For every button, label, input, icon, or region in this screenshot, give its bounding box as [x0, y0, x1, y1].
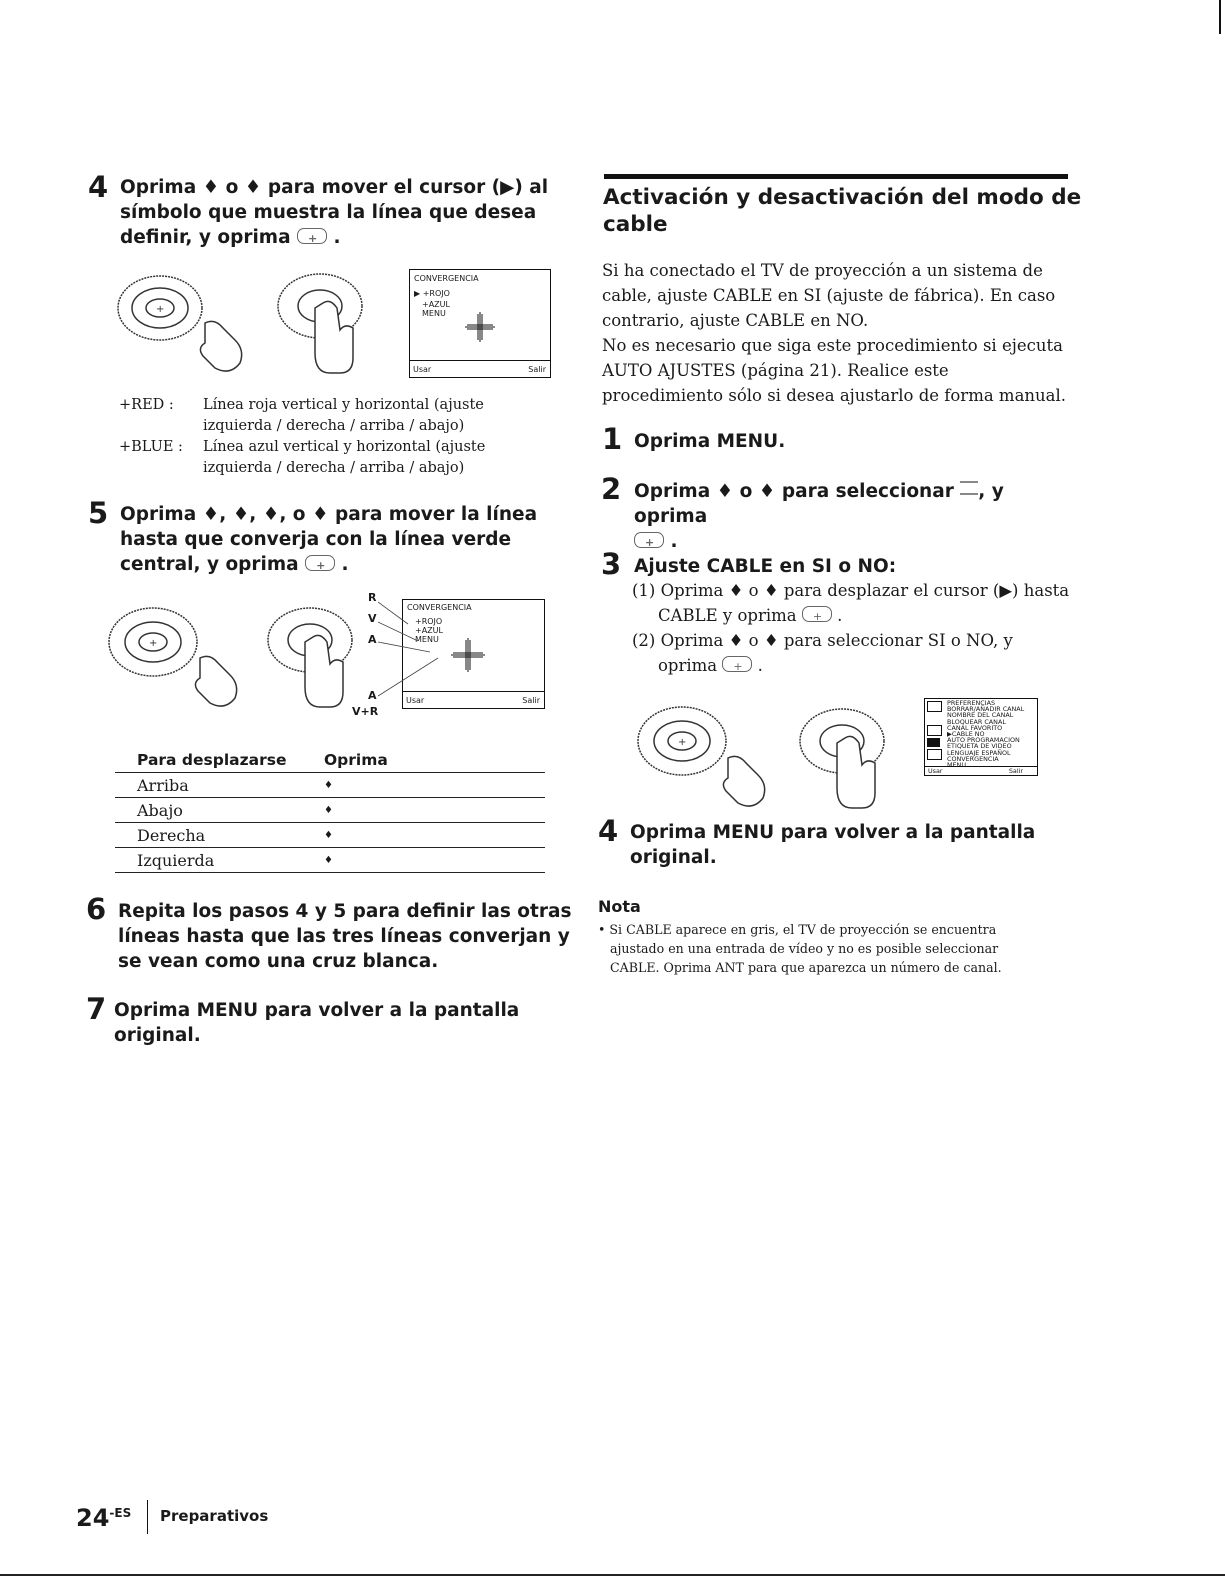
osd-3-item-8: ETIQUETA DE VIDEO — [947, 742, 1012, 751]
section-title — [603, 184, 1083, 238]
osd-3-tab-icon — [927, 701, 942, 712]
osd-2-label-r: R — [368, 591, 377, 604]
step-4-line2: símbolo que muestra la línea que desea — [120, 202, 537, 223]
table-row — [115, 848, 545, 873]
step-7-number: 7 — [86, 992, 107, 1026]
section-rule — [604, 174, 1068, 179]
osd-2-label-a: A — [368, 633, 377, 646]
enter-button-icon — [297, 228, 327, 244]
osd-1-usar: Usar — [413, 365, 432, 374]
step-7-line1: Oprima MENU para volver a la pantalla — [114, 1000, 520, 1021]
osd-2-leader-lines — [378, 596, 458, 708]
table-cell-direction: Abajo — [115, 798, 302, 823]
osd-3-item-6: ▶CABLE NO — [947, 730, 985, 739]
osd-3-item-3: NOMBRE DEL CANAL — [947, 711, 1014, 720]
joystick-left-icon — [638, 707, 726, 775]
intro-line-5: AUTO AJUSTES (página 21). Realice este — [602, 361, 949, 380]
osd-2-item-1: +ROJO — [415, 617, 443, 626]
page-number-suffix: -ES — [109, 1506, 132, 1520]
step-4-line3: definir, y oprima + . — [120, 225, 560, 250]
osd-setup-menu — [924, 698, 1038, 776]
legend-red-line2: izquierda / derecha / arriba / abajo) — [203, 418, 465, 434]
table-row — [115, 773, 545, 798]
table-cell-key: ♦ — [302, 848, 545, 873]
r-step-3-text: Ajuste CABLE en SI o NO: — [634, 556, 897, 577]
step-6-line2: líneas hasta que las tres líneas converjan y — [118, 926, 570, 947]
osd-3-item-4: BLOQUEAR CANAL — [947, 717, 1006, 726]
osd-2-label-a2: A — [368, 689, 377, 702]
osd-3-item-5: CANAL FAVORITO — [947, 723, 1003, 732]
r-step-4-line1: Oprima MENU para volver a la pantalla — [630, 822, 1036, 843]
osd-2-title: CONVERGENCIA — [407, 603, 472, 612]
page-edge-bottom — [0, 1574, 1225, 1576]
svg-text:+: + — [149, 638, 158, 649]
osd-3-item-9: LENGUAJE ESPAÑOL — [947, 748, 1011, 757]
r-step-3-substeps — [632, 578, 1092, 678]
legend-red-line1: Línea roja vertical y horizontal (ajuste — [203, 397, 484, 413]
intro-line-1: Si ha conectado el TV de proyección a un sistema de — [602, 261, 1043, 280]
step-4-text — [120, 175, 560, 250]
osd-3-tab-icon-selected — [927, 738, 940, 747]
osd-3-item-1: PREFERENCIAS — [947, 699, 996, 707]
section-title-line1: Activación y desactivación del modo de — [603, 185, 1082, 210]
intro-line-3: contrario, ajuste CABLE en NO. — [602, 311, 869, 330]
setup-menu-icon — [960, 481, 978, 495]
enter-button-icon — [802, 606, 832, 622]
hand-press-icon — [837, 736, 875, 808]
r-step-3-number: 3 — [601, 547, 622, 581]
step-7-line2: original. — [114, 1025, 201, 1046]
table-cell-direction: Izquierda — [115, 848, 302, 873]
r-step-4-number: 4 — [598, 814, 619, 848]
step-7-text — [114, 998, 574, 1048]
remote-illustration-3 — [636, 703, 896, 815]
step-5-line2: hasta que converja con la línea verde — [120, 529, 512, 550]
legend-blue-line2: izquierda / derecha / arriba / abajo) — [203, 460, 465, 476]
table-header-row — [115, 748, 545, 773]
osd-2-item-2: +AZUL — [415, 626, 443, 635]
hand-press-icon — [315, 301, 353, 373]
osd-1-title: CONVERGENCIA — [414, 274, 479, 283]
page-edge-right — [1219, 0, 1221, 34]
legend-red-key: +RED : — [119, 397, 174, 413]
r-step-4-line2: original. — [630, 847, 717, 868]
crosshair-icon — [465, 312, 495, 342]
enter-button-icon — [722, 656, 752, 672]
r-step-3-sub2a: (2) Oprima ♦ o ♦ para seleccionar SI o NO, y — [632, 631, 1013, 650]
osd-3-item-10: CONVERGENCIA — [947, 754, 999, 763]
intro-paragraph — [602, 258, 1082, 408]
section-title-line2: cable — [603, 212, 668, 237]
note-line-2: ajustado en una entrada de vídeo y no es posible seleccionar — [610, 941, 999, 956]
note-line-1: • Si CABLE aparece en gris, el TV de proyección se encuentra — [598, 922, 997, 937]
osd-3-usar: Usar — [928, 767, 943, 775]
page-number — [76, 1504, 131, 1532]
osd-3-icon-column — [927, 701, 943, 761]
osd-3-salir: Salir — [1008, 767, 1023, 775]
step-6-line3: se vean como una cruz blanca. — [118, 951, 439, 972]
osd-1-item-2: +AZUL — [422, 300, 450, 309]
joystick-left-icon — [118, 276, 202, 340]
intro-line-4: No es necesario que siga este procedimiento si ejecuta — [602, 336, 1063, 355]
r-step-3-sub1b: CABLE y oprima + . — [658, 603, 1092, 628]
r-step-1-text: Oprima MENU. — [634, 431, 786, 452]
footer-divider — [147, 1500, 148, 1534]
table-header-key: Oprima — [302, 748, 545, 773]
hand-pointer-icon — [195, 656, 236, 706]
osd-2-label-vr: V+R — [352, 705, 379, 718]
osd-2-usar: Usar — [406, 696, 425, 705]
osd-2-label-v: V — [368, 612, 377, 625]
movement-table — [115, 748, 545, 873]
step-4-line1: Oprima ♦ o ♦ para mover el cursor (▶) al — [120, 177, 549, 198]
r-step-1-number: 1 — [602, 422, 623, 456]
osd-3-tab-icon — [927, 725, 942, 736]
table-row — [115, 798, 545, 823]
step-6-number: 6 — [86, 892, 107, 926]
step-5-line3: central, y oprima + . — [120, 552, 560, 577]
table-cell-key: ♦ — [302, 773, 545, 798]
table-header-direction: Para desplazarse — [115, 748, 302, 773]
r-step-2-text-b: , y oprima — [634, 481, 1004, 527]
legend-blue — [119, 437, 559, 479]
step-5-text — [120, 502, 560, 577]
osd-3-item-11: MENU — [947, 761, 967, 770]
osd-3-tab-icon — [927, 714, 940, 723]
osd-convergence-1 — [409, 269, 551, 378]
osd-3-tab-icon — [927, 749, 942, 760]
hand-pointer-icon — [200, 321, 241, 371]
legend-red — [119, 395, 559, 437]
r-step-2-text-a: Oprima ♦ o ♦ para seleccionar — [634, 481, 954, 502]
osd-1-item-3: MENU — [422, 309, 446, 318]
table-cell-direction: Arriba — [115, 773, 302, 798]
osd-1-item-1: ▶ +ROJO — [414, 289, 450, 298]
step-6-line1: Repita los pasos 4 y 5 para definir las otras — [118, 901, 572, 922]
hand-pointer-icon — [723, 756, 764, 806]
intro-line-2: cable, ajuste CABLE en SI (ajuste de fábrica). En caso — [602, 286, 1056, 305]
footer-section: Preparativos — [160, 1507, 269, 1525]
r-step-4-text — [630, 820, 1090, 870]
enter-button-icon — [634, 532, 664, 548]
r-step-3-sub1a: (1) Oprima ♦ o ♦ para desplazar el cursor (▶) hasta — [632, 581, 1070, 600]
svg-text:+: + — [156, 304, 165, 315]
table-row — [115, 823, 545, 848]
step-5-line1: Oprima ♦, ♦, ♦, o ♦ para mover la línea — [120, 504, 538, 525]
table-cell-key: ♦ — [302, 798, 545, 823]
remote-illustration-2 — [105, 600, 365, 715]
page-number-value: 24 — [76, 1504, 110, 1532]
step-4-number: 4 — [88, 170, 109, 204]
hand-press-icon — [305, 635, 343, 707]
r-step-2-number: 2 — [601, 472, 622, 506]
table-cell-key: ♦ — [302, 823, 545, 848]
r-step-2-text: Oprima ♦ o ♦ para seleccionar , y oprima + . — [634, 479, 1074, 554]
joystick-left-icon — [109, 608, 197, 676]
legend-blue-key: +BLUE : — [119, 439, 183, 455]
note-line-3: CABLE. Oprima ANT para que aparezca un número de canal. — [610, 960, 1002, 975]
step-6-text — [118, 899, 578, 974]
table-cell-direction: Derecha — [115, 823, 302, 848]
remote-illustration-1 — [115, 268, 375, 378]
osd-3-item-7: AUTO PROGRAMACION — [947, 736, 1020, 745]
step-5-number: 5 — [88, 496, 109, 530]
intro-line-6: procedimiento sólo si desea ajustarlo de forma manual. — [602, 386, 1067, 405]
svg-text:+: + — [678, 737, 687, 748]
note-body — [598, 920, 1068, 977]
osd-2-salir: Salir — [522, 696, 540, 705]
r-step-3-sub2b: oprima + . — [658, 653, 1092, 678]
note-title: Nota — [598, 897, 641, 916]
legend-blue-line1: Línea azul vertical y horizontal (ajuste — [203, 439, 486, 455]
osd-1-salir: Salir — [528, 365, 546, 374]
osd-2-item-3: MENU — [415, 635, 439, 644]
enter-button-icon — [305, 555, 335, 571]
osd-3-item-2: BORRAR/AÑADIR CANAL — [947, 705, 1025, 714]
